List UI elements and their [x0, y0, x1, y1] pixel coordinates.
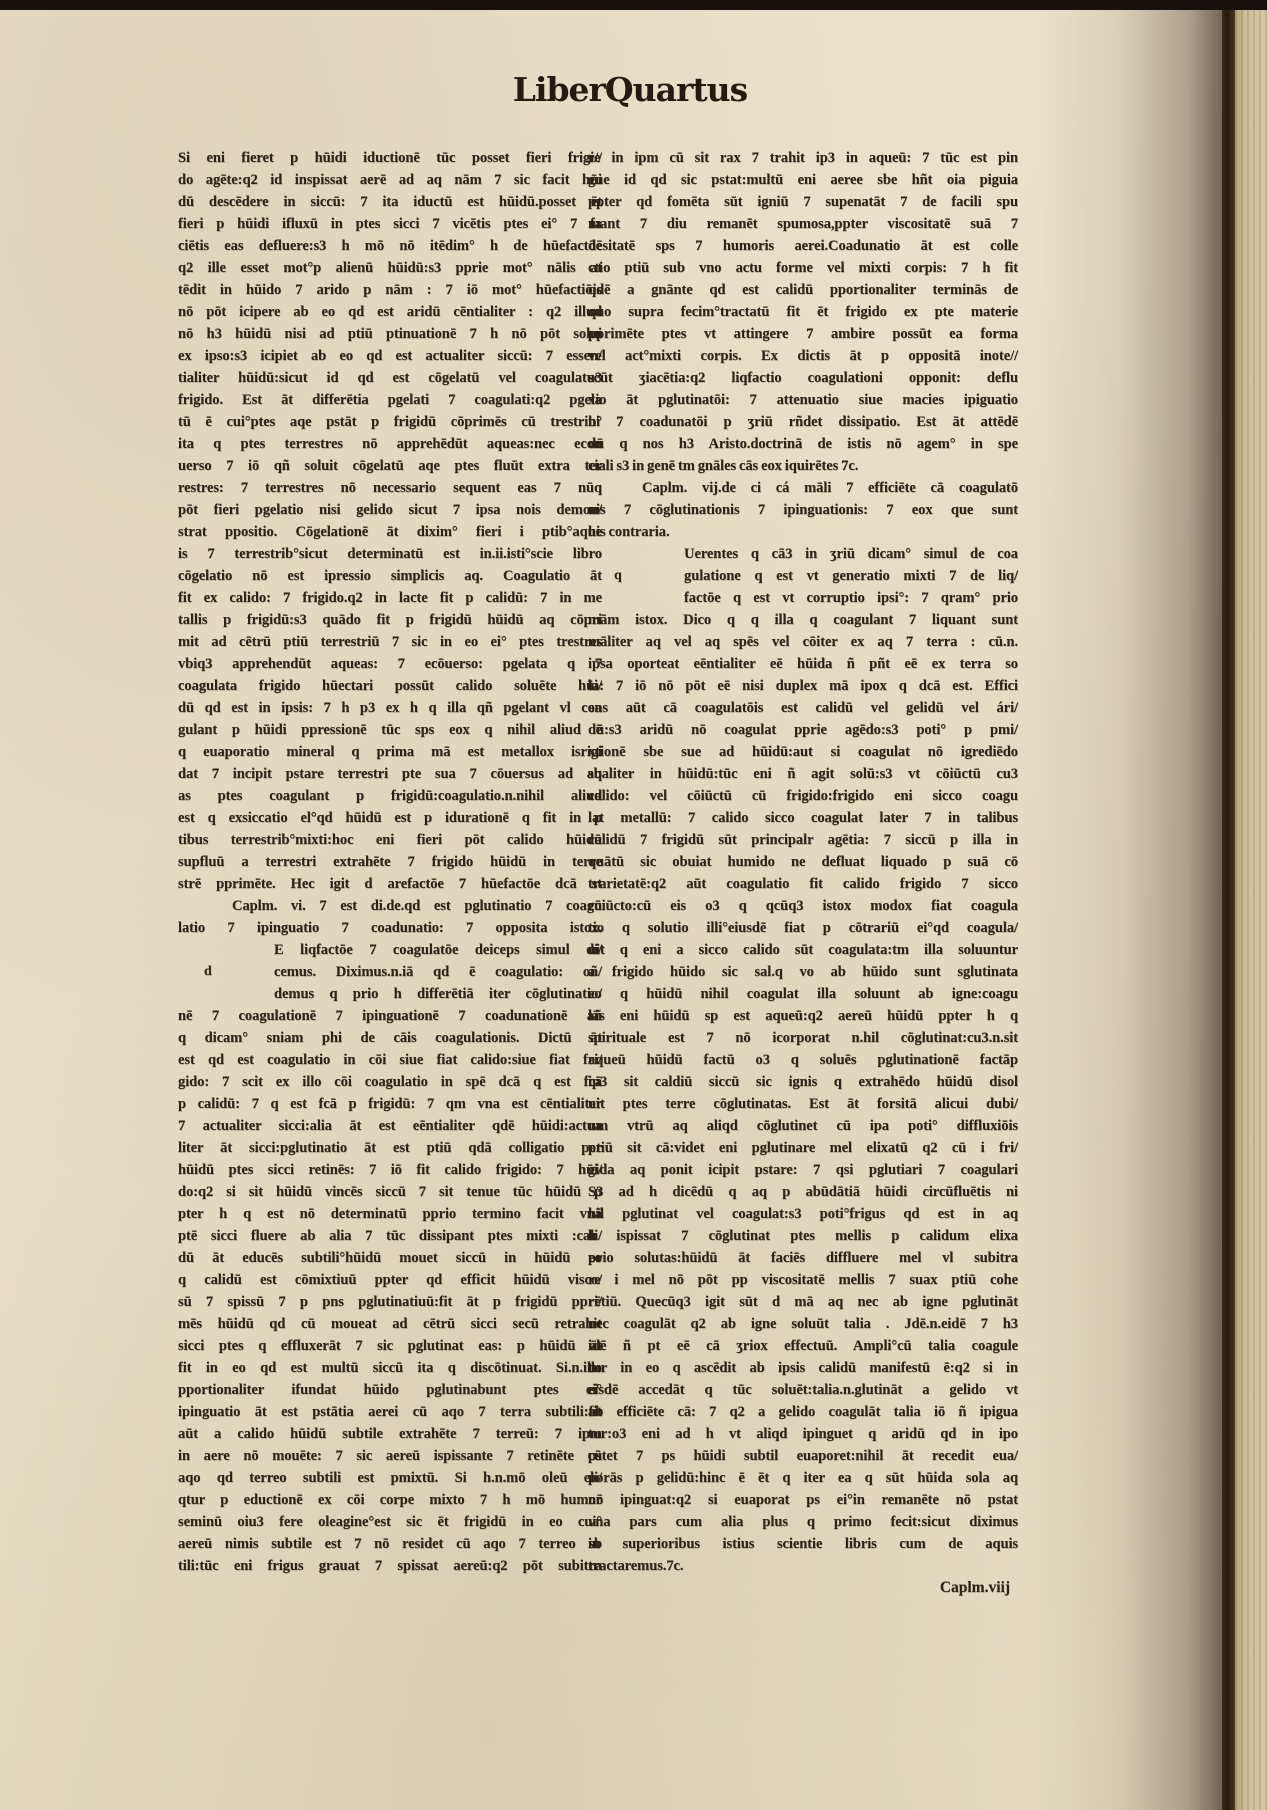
text-line [588, 147, 1018, 169]
text-line-content: nec coagulāt q2 ab igne soluūt talia . Jdē.n.eidē 7 h3 [588, 1316, 1018, 1332]
text-line [588, 807, 1018, 829]
text-line-content: nē 7 coagulationē 7 ipinguationē 7 coadunationē añ [178, 1008, 602, 1024]
text-line-content: est q exsiccatio el°qd hūidū est p idurationē q fit in p [178, 810, 602, 826]
text-line [588, 1137, 1018, 1159]
text-line [178, 1489, 602, 1511]
text-line [178, 279, 602, 301]
text-line [178, 433, 602, 455]
text-line [178, 1291, 602, 1313]
text-line [178, 1225, 602, 1247]
text-line [588, 367, 1018, 389]
text-line-content: frigido. Est āt differētia pgelati 7 coagulati:q2 pgela [178, 392, 602, 408]
text-line [178, 1533, 602, 1555]
text-line-content: est qd est coagulatio in cōi siue fiat calido:siue fiat fri/ [178, 1052, 602, 1068]
text-line [178, 1093, 602, 1115]
text-line-content: a frigido hūido sic sal.q vo ab hūido sunt sglutinata [588, 964, 1018, 980]
text-line [588, 1159, 1018, 1181]
text-line-content: re i mel nō pōt pp viscositatē mellis 7 suax ptiū cohe [588, 1272, 1018, 1288]
text-line [178, 543, 602, 565]
text-line-content: mēs hūidū qd cū moueat ad cētrū sicci secū retrahit [178, 1316, 602, 1332]
text-line-content: Si eni fieret p hūidi iductionē tūc posset fieri frigi// [178, 150, 602, 166]
text-line [178, 301, 602, 323]
text-line-content: nō pōt icipere ab eo qd est aridū cēntialiter : q2 illud [178, 304, 602, 320]
text-line [178, 1159, 602, 1181]
text-line-content: vna pars cum alia plus q primo fecit:sicut diximus [588, 1514, 1018, 1530]
text-line [588, 1049, 1018, 1071]
text-line-content: ex ipso:s3 icipiet ab eo qd est actualiter siccū: 7 essen/ [178, 348, 602, 364]
text-line-content: trarietatē:q2 aūt coagulatio fit calido frigido 7 sicco [588, 876, 1018, 892]
text-line-content: aereū nimis subtile est 7 nō residet cū aqo 7 terreo sb [178, 1536, 602, 1552]
text-line [178, 521, 602, 543]
text-line-content: cōiūcto:cū eis o3 q qcūq3 istox modox fiat coagula [588, 898, 1018, 914]
rubricator-guide-letter: q [614, 568, 622, 583]
text-line [178, 257, 602, 279]
text-line [588, 785, 1018, 807]
text-line [178, 851, 602, 873]
text-line-content: gulant p hūidi ppressionē tūc sps eox q nihil aliud ē [178, 722, 602, 738]
text-line-content: pportionaliter ifundat hūido pglutinabunt ptes ei° [178, 1382, 602, 1398]
text-line-content: la: 7 iō nō pōt eē nisi duplex mā ipox q dcā est. Effici [588, 678, 1018, 694]
text-line [178, 1049, 602, 1071]
text-line-content: ctio ptiū sub vno actu forme vel mixti corpis: 7 h fit [588, 260, 1018, 276]
text-line [588, 213, 1018, 235]
text-line-content: factōe q est vt corruptio ipsi°: 7 qram° prio [684, 590, 1018, 606]
text-line [178, 609, 602, 631]
text-line [178, 235, 602, 257]
text-line [588, 1555, 1018, 1577]
text-line [178, 1027, 602, 1049]
text-line [588, 455, 1018, 477]
text-line-content: scūt ʒiacētia:q2 liqfactio coagulationi opponit: deflu [588, 370, 1018, 386]
binding-edge [1222, 0, 1235, 1810]
text-line [588, 1181, 1018, 1203]
text-line-content: ciali s3 in genē tm gnāles cās eox iquirētes 7c. [588, 458, 859, 474]
text-line-content: pstet 7 ps hūidi subtil euaporet:nihil āt recedit eua/ [588, 1448, 1018, 1464]
text-line [588, 323, 1018, 345]
text-line-content: quo supra fecim°tractatū fit ēt frigido ex pte materie [588, 304, 1018, 320]
text-line-content: strē pprimēte. Hec igit d arefactōe 7 hūefactōe dcā st [178, 876, 602, 892]
text-line-content: cemus. Diximus.n.iā qd ē coagulatio: oñ/ [274, 964, 602, 980]
text-line-content: coagulata frigido hūectari possūt calido soluēte hūi/ [178, 678, 602, 694]
text-line [588, 1357, 1018, 1379]
text-line-content: cōgelatio nō est ipressio simplicis aq. Coagulatio āt [178, 568, 602, 584]
text-line-content: māliter aq vel aq spēs vel cōiter ex aq 7 terra : cū.n. [588, 634, 1018, 650]
text-line-content: qdē a gnānte qd est calidū pportionaliter terminās de [588, 282, 1018, 298]
text-line-content: ita q ptes terrestres nō apprehēdūt aqueas:nec econ [178, 436, 602, 452]
text-column-left [178, 147, 602, 1577]
text-line-content: tibus terrestrib°mixti:hoc eni fieri pōt calido hūidū [178, 832, 602, 848]
text-line-content: tū ē cui°ptes aqe pstāt p frigidū cōprimēs cū trestrib° [178, 414, 602, 430]
text-line-content: dū descēdere in siccū: 7 ita iductū est hūidū.posset ēt [178, 194, 602, 210]
text-line-content: mant 7 diu remanēt spumosa,ppter viscositatē suā 7 [588, 216, 1018, 232]
text-line [588, 477, 1018, 499]
text-line [178, 675, 602, 697]
text-line-content: p calidū: 7 q est fcā p frigidū: 7 qm vna est cēntialiter [178, 1096, 602, 1112]
text-line-content: ipinguatio āt est pstātia aerei cū aqo 7 terra subtili:fit [178, 1404, 602, 1420]
text-line [588, 917, 1018, 939]
text-line [178, 1313, 602, 1335]
text-line-content: gido: 7 scit ex illo cōi coagulatio in spē dcā q est fcā [178, 1074, 602, 1090]
text-line [178, 1379, 602, 1401]
text-line [178, 1005, 602, 1027]
text-line-content: E liqfactōe 7 coagulatōe deiceps simul di/ [274, 942, 602, 958]
text-line-content: pter h q est nō determinatū pprio termino facit vnā [178, 1206, 602, 1222]
text-line-content: Uerentes q cā3 in ʒriū dicam° simul de coa [684, 546, 1018, 562]
text-line [588, 521, 1018, 543]
text-line [178, 1445, 602, 1467]
text-line-content: ipsa oporteat eēntialiter eē hūida ñ pñt eē ex terra so [588, 656, 1018, 672]
text-line [178, 345, 602, 367]
gutter-shadow [1037, 10, 1222, 1810]
text-line-content: ciētis eas defluere:s3 h mō nō itēdim° h de hūefactōe [178, 238, 602, 254]
text-line [178, 1181, 602, 1203]
text-line-content: idē ñ pt eē cā ʒriox effectuū. Ampli°cū talia coagule [588, 1338, 1018, 1354]
text-line [178, 1115, 602, 1137]
text-line-content: ens aūt cā coagulatōis est calidū vel gelidū vel ári/ [588, 700, 1018, 716]
text-line [588, 411, 1018, 433]
text-line-content: calido: vel cōiūctū cū frigido:frigido eni sicco coagu [588, 788, 1018, 804]
text-line [588, 961, 1018, 983]
text-line [588, 1489, 1018, 1511]
text-line-content: um vtrū aq aliqd cōglutinet cū ipa poti° diffluxiōis [588, 1118, 1018, 1134]
text-line [588, 741, 1018, 763]
text-line [588, 719, 1018, 741]
text-line-content: supfluū a terrestri extrahēte 7 frigido hūidū in terre [178, 854, 602, 870]
text-line [178, 1335, 602, 1357]
text-line-content: xtionē sbe sue ad hūidū:aut si coagulat nō igrediēdo [588, 744, 1018, 760]
text-line [178, 939, 602, 961]
text-line-content: gida aq ponit icipit pstare: 7 qsi pglutiari 7 coagulari [588, 1162, 1018, 1178]
text-line-content: his contraria. [588, 524, 670, 540]
text-line [588, 345, 1018, 367]
text-line [178, 1511, 602, 1533]
text-line [178, 785, 602, 807]
text-line-content: dū āt educēs subtili°hūidū mouet siccū in hūidū eo [178, 1250, 602, 1266]
text-line [588, 829, 1018, 851]
text-line [588, 763, 1018, 785]
text-line [588, 1313, 1018, 1335]
text-line [178, 389, 602, 411]
text-line-content: tēdit in hūido 7 arido p nām : 7 iō mot° hūefactiōis [178, 282, 602, 298]
text-line-content: vel act°mixti corpis. Ex dictis āt p oppositā inote// [588, 348, 1018, 364]
text-line [588, 983, 1018, 1005]
text-line-content: is 7 terrestrib°sicut determinatū est in.ii.isti°scie libro [178, 546, 602, 562]
text-line [588, 169, 1018, 191]
text-line-content: lās eni hūidū sp est aqueū:q2 aereū hūidū ppter h q [588, 1008, 1018, 1024]
text-line-content: sicci ptes q effluxerāt 7 sic pglutinat eas: p hūidū āt [178, 1338, 602, 1354]
text-line-content: 7 actualiter sicci:alia āt est eēntialiter qdē hūidi:actua [178, 1118, 602, 1134]
text-line [178, 961, 602, 983]
text-line-content: Caplm. vij.de ci cá māli 7 efficiēte cā coagulatō [642, 480, 1018, 496]
text-line-content: S3 ad h dicēdū q aq p abūdātiā hūidi circūfluētis ni [588, 1184, 1018, 1200]
text-line [588, 675, 1018, 697]
text-line-content: do agēte:q2 id inspissat aerē ad aq nām 7 sic facit hūi [178, 172, 602, 188]
text-line [588, 1379, 1018, 1401]
text-line [588, 1291, 1018, 1313]
text-line [588, 1225, 1018, 1247]
running-title: LiberQuartus [512, 70, 748, 109]
text-line-content: mit ad cētrū ptiū terrestriū 7 sic in eo ei° ptes trestres [178, 634, 602, 650]
text-line [178, 873, 602, 895]
text-line [588, 1027, 1018, 1049]
text-line-content: nis 7 cōglutinationis 7 ipinguationis: 7 eox que sunt [588, 502, 1018, 518]
text-line [178, 411, 602, 433]
text-line [178, 741, 602, 763]
text-line [588, 697, 1018, 719]
text-line [588, 1203, 1018, 1225]
text-line [588, 653, 1018, 675]
text-line-content: pōt fieri pgelatio nisi gelido sicut 7 ipsa nois demon/ [178, 502, 602, 518]
text-line [588, 389, 1018, 411]
text-line-content: sū 7 spissū 7 p pns pglutinatiuū:fit āt p frigidū ppri/ [178, 1294, 602, 1310]
text-line-content: liter āt sicci:pglutinatio āt est ptiū qdā colligatio per [178, 1140, 602, 1156]
text-line [178, 1357, 602, 1379]
text-line-content: tio q solutio illi°eiusdē fiat p cōtrariū ei°qd coagula/ [588, 920, 1018, 936]
text-line [588, 235, 1018, 257]
text-line [178, 477, 602, 499]
text-line-content: seminū oiu3 fere oleagine°est sic ēt frigidū in eo cui° [178, 1514, 602, 1530]
text-line [178, 323, 602, 345]
text-line-content: spirituale est 7 nō icorporat n.hil cōglutinat:cu3.n.sit [588, 1030, 1018, 1046]
text-line-content: latio 7 ipinguatio 7 coadunatio: 7 opposita istox. [178, 920, 602, 936]
text-line [588, 543, 1018, 565]
text-line [178, 763, 602, 785]
text-line [178, 367, 602, 389]
text-line-content: gue id qd sic pstat:multū eni aeree sbe hñt oia piguia [588, 172, 1018, 188]
text-line-content: sbaliter in hūidū:tūc eni ñ agit solū:s3 vt cōiūctū cu3 [588, 766, 1018, 782]
text-line [588, 587, 1018, 609]
text-line [178, 719, 602, 741]
text-line-content: lat metallū: 7 calido sicco coagulat later 7 in talibus [588, 810, 1018, 826]
text-line [178, 499, 602, 521]
text-line-content: quātū sic obuiat humido ne defluat liquado p suā cō [588, 854, 1018, 870]
text-line-content: tialiter hūidū:sicut id qd est cōgelatū vel coagulatu3 [178, 370, 602, 386]
text-line [588, 1445, 1018, 1467]
text-column-right [588, 147, 1018, 1577]
text-line [588, 1335, 1018, 1357]
text-line-content: uit q eni a sicco calido sūt coagulata:tm illa soluuntur [588, 942, 1018, 958]
text-line-content: demus q prio h differētiā iter cōglutinatio/ [274, 986, 602, 1002]
text-line-content: nō ipinguat:q2 si euaporat ps ei°in remanēte nō pstat [588, 1492, 1018, 1508]
text-line [178, 191, 602, 213]
text-line-content: eisdē accedāt q tūc soluēt:talia.n.glutināt a gelido vt [588, 1382, 1018, 1398]
text-line [588, 1005, 1018, 1027]
scan-background [0, 0, 1267, 10]
text-line-content: nō h3 hūidū nisi ad ptiū ptinuationē 7 h nō pōt solui [178, 326, 602, 342]
text-line [178, 653, 602, 675]
text-line [178, 697, 602, 719]
text-line-content: in superioribus istius scientie libris cum de aquis [588, 1536, 1018, 1552]
text-line-content: strat ppositio. Cōgelationē āt dixim° fieri i ptib°aque [178, 524, 602, 540]
text-line [178, 631, 602, 653]
text-line-content: dū:s3 aridū nō coagulat pprie agēdo:s3 poti° p pmi/ [588, 722, 1018, 738]
text-line [178, 213, 602, 235]
text-line-content: mām istox. Dico q q illa q coagulant 7 liquant sunt [588, 612, 1018, 628]
text-line-content: restres: 7 terrestres nō necessario sequent eas 7 nūq [178, 480, 602, 496]
text-line [588, 565, 1018, 587]
text-line [178, 1401, 602, 1423]
text-line-content: Caplm. vi. 7 est di.de.qd est pglutinatio 7 coagu [232, 898, 602, 914]
text-line [588, 1533, 1018, 1555]
text-line-content: as ptes coagulant p frigidū:coagulatio.n.nihil aliud [178, 788, 602, 804]
text-line [588, 1269, 1018, 1291]
text-line [178, 1423, 602, 1445]
text-line [588, 1423, 1018, 1445]
text-line [588, 851, 1018, 873]
text-line-content: uit ptes terre cōglutinatas. Est āt forsitā alicui dubi/ [588, 1096, 1018, 1112]
text-line [178, 1467, 602, 1489]
text-line-content: tur:o3 eni ad h vt aliqd ipinguet q aridū qd in ipo [588, 1426, 1018, 1442]
text-line [178, 1071, 602, 1093]
text-line [178, 829, 602, 851]
text-line [178, 1203, 602, 1225]
text-line [588, 433, 1018, 455]
text-line [588, 1071, 1018, 1093]
text-line [178, 917, 602, 939]
text-line-content: q2 ille esset mot°p alienū hūidū:s3 pprie mot° nālis at [178, 260, 602, 276]
text-line-content: dū qd est in ipsis: 7 h p3 ex h q illa qñ pgelant vl coa [178, 700, 602, 716]
text-line-content: ni 7 coadunatōi p ʒriū rñdet dissipatio. Est āt attēdē [588, 414, 1018, 430]
text-line [588, 1093, 1018, 1115]
text-line-content: hil pglutinat vel coagulat:s3 poti°frigus qd est in aq [588, 1206, 1018, 1222]
text-line-content: uerso 7 iō qñ soluit cōgelatū aqe ptes fluūt extra ter [178, 458, 602, 474]
text-line-content: gulatione q est vt generatio mixti 7 de liq/ [684, 568, 1018, 584]
text-line-content: h ispissat 7 cōglutinat ptes mellis p calidum elixa [588, 1228, 1018, 1244]
text-line [178, 169, 602, 191]
text-line [588, 1467, 1018, 1489]
text-line [588, 1401, 1018, 1423]
text-line-content: xio āt pglutinatōi: 7 attenuatio siue macies ipiguatio [588, 392, 1018, 408]
text-line-content: ptiū sit cā:videt eni pglutinare mel elixatū q2 cū i fri/ [588, 1140, 1018, 1156]
text-line [588, 873, 1018, 895]
text-line-content: fit in eo qd est multū siccū ita q discōtinuat. Si.n.illo [178, 1360, 602, 1376]
text-line [588, 499, 1018, 521]
text-line-content: qtur p eductionē ex cōi corpe mixto 7 h mō humor [178, 1492, 602, 1508]
text-line-content: tractaremus.7c. [588, 1558, 684, 1574]
text-line-content: tallis p frigidū:s3 quādo fit p frigidū hūidū aq cōpri [178, 612, 602, 628]
text-line-content: pprimēte ptes vt attingere 7 ambire possūt ea forma [588, 326, 1018, 342]
text-line [178, 983, 602, 1005]
text-line [178, 807, 602, 829]
text-line-content: dat 7 incipit pstare terrestri pte sua 7 cōuersus ad aq [178, 766, 602, 782]
text-line [588, 257, 1018, 279]
text-line [588, 895, 1018, 917]
text-line-content: tili:tūc eni frigus grauat 7 spissat aereū:q2 pōt subitra [178, 1558, 602, 1574]
text-line-content: q euaporatio mineral q prima mā est metallox isrigi [178, 744, 602, 760]
text-line-content: dēsitatē sps 7 humoris aerei.Coadunatio āt est colle [588, 238, 1018, 254]
text-line-content: hūidū ptes sicci retinēs: 7 iō fit calido frigido: 7 hūi/ [178, 1162, 602, 1178]
text-line-content: fieri p hūidi ifluxū in ptes sicci 7 vicētis ptes ei° 7 fa [178, 216, 602, 232]
text-line [178, 895, 602, 917]
text-line-content: tur in eo q ascēdit ab ipsis calidū manifestū ē:q2 si in [588, 1360, 1018, 1376]
text-line [588, 279, 1018, 301]
text-line [588, 1115, 1018, 1137]
text-line [178, 587, 602, 609]
text-line-content: ab efficiēte cā: 7 q2 a gelido coagulāt talia iō ñ ipigua [588, 1404, 1018, 1420]
text-line-content: q calidū est cōmixtiuū ppter qd efficit hūidū visco/ [178, 1272, 602, 1288]
text-line [178, 1555, 602, 1577]
text-line [588, 1511, 1018, 1533]
page-surface [0, 10, 1222, 1810]
text-line [178, 147, 602, 169]
text-line [588, 191, 1018, 213]
adjacent-page-edge [1235, 0, 1267, 1810]
text-line-content: aqueū hūidū factū o3 q soluēs pglutinationē factāp [588, 1052, 1018, 1068]
text-line [178, 1137, 602, 1159]
text-line [588, 939, 1018, 961]
text-line [178, 1269, 602, 1291]
text-line-content: q dicam° sniam phi de cāis coagulationis. Dictū āt [178, 1030, 602, 1046]
text-line-content: ip3 sit caldiū siccū sic ignis q extrahēdo hūidū disol [588, 1074, 1018, 1090]
text-line [588, 301, 1018, 323]
text-line-content: porās p gelidū:hinc ē ēt q iter ea q sūt hūida sola aq [588, 1470, 1018, 1486]
text-line-content: dū q nos h3 Aristo.doctrinā de istis nō agem° in spe [588, 436, 1018, 452]
rubricator-guide-letter: d [204, 964, 212, 979]
text-line [178, 455, 602, 477]
text-line [588, 609, 1018, 631]
text-line-content: prio solutas:hūidū āt faciēs diffluere mel vl subitra [588, 1250, 1018, 1266]
text-line [178, 565, 602, 587]
text-line-content: calidū 7 frigidū sūt principalr agētia: 7 siccū p illa in [588, 832, 1018, 848]
text-line-content: re in ipm cū sit rax 7 trahit ip3 in aqueū: 7 tūc est pin [588, 150, 1018, 166]
text-line [588, 1247, 1018, 1269]
text-line [588, 631, 1018, 653]
text-line-content: eo q hūidū nihil coagulat illa soluunt ab igne:coagu [588, 986, 1018, 1002]
text-line-content: aqo qd terreo subtili est pmixtū. Si h.n.mō oleū eli/ [178, 1470, 602, 1486]
text-line-content: vbiq3 apprehendūt aqueas: 7 ecōuerso: pgelata q 7 [178, 656, 602, 672]
chapter-mark: Caplm.viij [939, 1579, 1010, 1596]
text-line [178, 1247, 602, 1269]
text-line-content: in aere nō mouēte: 7 sic aereū ispissante 7 retinēte cū [178, 1448, 602, 1464]
text-line-content: fit ex calido: 7 frigido.q2 in lacte fit p calidū: 7 in me [178, 590, 602, 606]
text-line-content: do:q2 si sit hūidū vincēs siccū 7 sit tenue tūc hūidū p [178, 1184, 602, 1200]
text-line-content: ptē sicci fluere ab alia 7 tūc dissipant ptes mixti :cali/ [178, 1228, 602, 1244]
text-line-content: rētiū. Quecūq3 igit sūt d mā aq nec ab igne pglutināt [588, 1294, 1018, 1310]
text-line-content: ppter qd fomēta sūt igniū 7 supenatāt 7 de facili spu [588, 194, 1018, 210]
text-line-content: aūt a calido hūidū subtile extrahēte 7 terreū: 7 ipm [178, 1426, 602, 1442]
